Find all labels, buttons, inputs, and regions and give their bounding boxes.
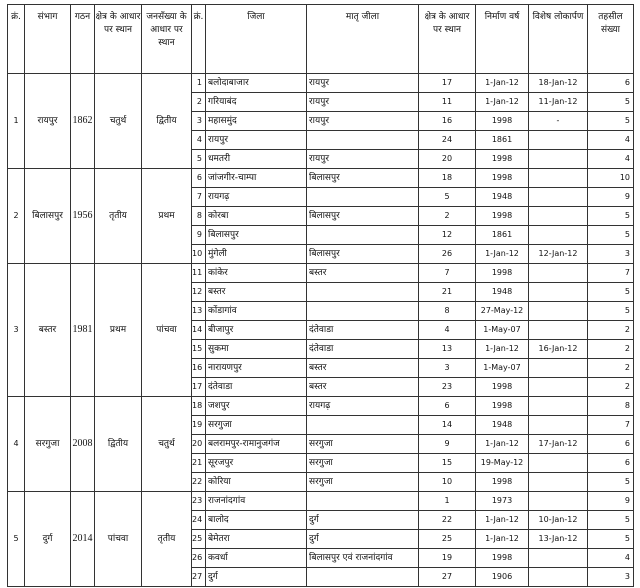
district-parent (307, 283, 419, 302)
district-name: महासमुंद (206, 112, 307, 131)
district-number: 11 (192, 264, 206, 283)
table-body (8, 74, 634, 587)
district-formed: 1998 (476, 112, 529, 131)
district-tehsil: 4 (588, 150, 634, 169)
district-tehsil: 5 (588, 511, 634, 530)
district-name: बस्तर (206, 283, 307, 302)
district-area-rank: 5 (419, 188, 476, 207)
district-name: दंतेवाडा (206, 378, 307, 397)
district-area-rank: 6 (419, 397, 476, 416)
district-formed: 1-Jan-12 (476, 74, 529, 93)
district-number: 10 (192, 245, 206, 264)
district-formed: 1973 (476, 492, 529, 511)
district-formed: 1-Jan-12 (476, 245, 529, 264)
district-name: रायपुर (206, 131, 307, 150)
division-pop-rank: तृतीय (142, 492, 192, 587)
district-area-rank: 9 (419, 435, 476, 454)
header-kr2: क्रं. (192, 5, 206, 74)
header-row (8, 5, 634, 74)
district-formed: 1-Jan-12 (476, 340, 529, 359)
district-area-rank: 20 (419, 150, 476, 169)
district-parent: रायपुर (307, 112, 419, 131)
district-parent: सरगुजा (307, 454, 419, 473)
division-area-rank: प्रथम (95, 264, 142, 397)
district-name: रायगढ़ (206, 188, 307, 207)
district-name: कोंडागांव (206, 302, 307, 321)
district-formed: 1998 (476, 378, 529, 397)
district-parent: बिलासपुर (307, 169, 419, 188)
district-parent (307, 226, 419, 245)
division-area-rank: तृतीय (95, 169, 142, 264)
district-parent: रायपुर (307, 74, 419, 93)
district-number: 26 (192, 549, 206, 568)
district-special: 13-Jan-12 (529, 530, 588, 549)
district-special: 18-Jan-12 (529, 74, 588, 93)
district-name: कवर्धा (206, 549, 307, 568)
district-special (529, 454, 588, 473)
district-number: 8 (192, 207, 206, 226)
district-parent: बिलासपुर (307, 207, 419, 226)
district-area-rank: 10 (419, 473, 476, 492)
district-special (529, 150, 588, 169)
table-row (8, 74, 634, 93)
district-number: 25 (192, 530, 206, 549)
district-special (529, 188, 588, 207)
districts-table (7, 4, 634, 587)
district-number: 18 (192, 397, 206, 416)
district-area-rank: 7 (419, 264, 476, 283)
district-number: 27 (192, 568, 206, 587)
district-tehsil: 2 (588, 359, 634, 378)
district-tehsil: 8 (588, 397, 634, 416)
district-formed: 1998 (476, 207, 529, 226)
district-special: 10-Jan-12 (529, 511, 588, 530)
district-parent: सरगुजा (307, 435, 419, 454)
district-name: नारायणपुर (206, 359, 307, 378)
header-matru-jila: मातृ जीला (307, 5, 419, 74)
district-number: 23 (192, 492, 206, 511)
district-area-rank: 3 (419, 359, 476, 378)
header-nirman-varsh: निर्माण वर्ष (476, 5, 529, 74)
district-name: मुंगेली (206, 245, 307, 264)
district-name: कोरिया (206, 473, 307, 492)
division-year: 1981 (71, 264, 95, 397)
district-name: कांकेर (206, 264, 307, 283)
district-area-rank: 19 (419, 549, 476, 568)
district-name: बलोदाबाजार (206, 74, 307, 93)
district-formed: 1948 (476, 283, 529, 302)
district-special: 17-Jan-12 (529, 435, 588, 454)
district-tehsil: 5 (588, 473, 634, 492)
district-tehsil: 5 (588, 283, 634, 302)
district-formed: 1998 (476, 150, 529, 169)
district-tehsil: 6 (588, 435, 634, 454)
division-name: रायपुर (25, 74, 71, 169)
district-number: 20 (192, 435, 206, 454)
district-special (529, 568, 588, 587)
district-tehsil: 7 (588, 264, 634, 283)
district-number: 2 (192, 93, 206, 112)
district-number: 13 (192, 302, 206, 321)
district-formed: 1-May-07 (476, 321, 529, 340)
district-number: 5 (192, 150, 206, 169)
district-tehsil: 2 (588, 321, 634, 340)
district-parent (307, 188, 419, 207)
district-area-rank: 23 (419, 378, 476, 397)
district-special (529, 359, 588, 378)
header-kshetra-aadhar: क्षेत्र के आधार पर स्थान (419, 5, 476, 74)
district-parent (307, 492, 419, 511)
district-parent (307, 416, 419, 435)
district-tehsil: 5 (588, 112, 634, 131)
district-area-rank: 17 (419, 74, 476, 93)
district-special (529, 226, 588, 245)
district-formed: 1998 (476, 549, 529, 568)
district-formed: 1861 (476, 131, 529, 150)
district-formed: 1-Jan-12 (476, 511, 529, 530)
district-tehsil: 5 (588, 302, 634, 321)
district-name: धमतरी (206, 150, 307, 169)
district-formed: 19-May-12 (476, 454, 529, 473)
district-area-rank: 26 (419, 245, 476, 264)
header-kshetra-sthan: क्षेत्र के आधार पर स्थान (95, 5, 142, 74)
division-name: बिलासपुर (25, 169, 71, 264)
division-pop-rank: द्वितीय (142, 74, 192, 169)
district-name: दुर्ग (206, 568, 307, 587)
district-formed: 1948 (476, 188, 529, 207)
district-tehsil: 7 (588, 416, 634, 435)
header-tehsil: तहसील संख्या (588, 5, 634, 74)
district-tehsil: 6 (588, 454, 634, 473)
district-name: जशपुर (206, 397, 307, 416)
division-number: 4 (8, 397, 25, 492)
district-formed: 1861 (476, 226, 529, 245)
district-number: 19 (192, 416, 206, 435)
district-parent: रायपुर (307, 93, 419, 112)
table-row (8, 264, 634, 283)
district-area-rank: 4 (419, 321, 476, 340)
district-formed: 1-Jan-12 (476, 93, 529, 112)
district-special (529, 207, 588, 226)
header-vishesh: विशेष लोकार्पण (529, 5, 588, 74)
district-formed: 27-May-12 (476, 302, 529, 321)
division-pop-rank: प्रथम (142, 169, 192, 264)
district-area-rank: 25 (419, 530, 476, 549)
district-parent: रायगढ़ (307, 397, 419, 416)
district-area-rank: 13 (419, 340, 476, 359)
district-parent: दुर्ग (307, 511, 419, 530)
division-year: 1862 (71, 74, 95, 169)
district-number: 9 (192, 226, 206, 245)
district-parent: दंतेवाडा (307, 321, 419, 340)
district-parent: दंतेवाडा (307, 340, 419, 359)
district-tehsil: 5 (588, 226, 634, 245)
district-formed: 1998 (476, 397, 529, 416)
district-number: 3 (192, 112, 206, 131)
district-special (529, 131, 588, 150)
division-area-rank: द्वितीय (95, 397, 142, 492)
district-special (529, 492, 588, 511)
header-sambhag: संभाग (25, 5, 71, 74)
district-parent: दुर्ग (307, 530, 419, 549)
district-tehsil: 2 (588, 340, 634, 359)
district-parent: बस्तर (307, 264, 419, 283)
district-area-rank: 1 (419, 492, 476, 511)
district-number: 1 (192, 74, 206, 93)
district-tehsil: 5 (588, 207, 634, 226)
division-area-rank: पांचवा (95, 492, 142, 587)
table-row (8, 492, 634, 511)
district-area-rank: 21 (419, 283, 476, 302)
district-parent (307, 131, 419, 150)
district-parent: बस्तर (307, 378, 419, 397)
district-tehsil: 9 (588, 188, 634, 207)
district-name: बलरामपुर-रामानुजगंज (206, 435, 307, 454)
district-tehsil: 2 (588, 378, 634, 397)
district-special (529, 397, 588, 416)
district-number: 7 (192, 188, 206, 207)
header-kr: क्रं. (8, 5, 25, 74)
division-pop-rank: पांचवा (142, 264, 192, 397)
district-formed: 1906 (476, 568, 529, 587)
table-row (8, 169, 634, 188)
district-area-rank: 24 (419, 131, 476, 150)
district-formed: 1-Jan-12 (476, 435, 529, 454)
district-parent: बिलासपुर एवं राजनांदगांव (307, 549, 419, 568)
district-number: 15 (192, 340, 206, 359)
district-formed: 1998 (476, 169, 529, 188)
header-jila: जिला (206, 5, 307, 74)
district-special (529, 473, 588, 492)
district-special (529, 549, 588, 568)
district-special (529, 283, 588, 302)
district-number: 24 (192, 511, 206, 530)
division-number: 5 (8, 492, 25, 587)
district-name: कोरबा (206, 207, 307, 226)
district-special: 12-Jan-12 (529, 245, 588, 264)
district-area-rank: 16 (419, 112, 476, 131)
district-parent (307, 302, 419, 321)
district-special (529, 302, 588, 321)
district-number: 16 (192, 359, 206, 378)
district-parent: बस्तर (307, 359, 419, 378)
district-formed: 1998 (476, 473, 529, 492)
division-pop-rank: चतुर्थ (142, 397, 192, 492)
district-name: बेमेतरा (206, 530, 307, 549)
district-special: 16-Jan-12 (529, 340, 588, 359)
division-name: दुर्ग (25, 492, 71, 587)
district-area-rank: 14 (419, 416, 476, 435)
district-special (529, 321, 588, 340)
district-special (529, 378, 588, 397)
division-area-rank: चतुर्थ (95, 74, 142, 169)
district-parent: बिलासपुर (307, 245, 419, 264)
division-name: बस्तर (25, 264, 71, 397)
division-number: 3 (8, 264, 25, 397)
district-name: सुकमा (206, 340, 307, 359)
district-name: गरियाबंद (206, 93, 307, 112)
district-parent: सरगुजा (307, 473, 419, 492)
district-name: राजनांदगांव (206, 492, 307, 511)
district-special: - (529, 112, 588, 131)
division-year: 2014 (71, 492, 95, 587)
district-tehsil: 5 (588, 93, 634, 112)
district-name: सूरजपुर (206, 454, 307, 473)
district-name: बालोद (206, 511, 307, 530)
district-tehsil: 6 (588, 74, 634, 93)
district-special (529, 264, 588, 283)
district-tehsil: 4 (588, 131, 634, 150)
district-number: 22 (192, 473, 206, 492)
district-name: सरगुजा (206, 416, 307, 435)
district-number: 4 (192, 131, 206, 150)
district-tehsil: 5 (588, 530, 634, 549)
district-number: 17 (192, 378, 206, 397)
district-formed: 1-Jan-12 (476, 530, 529, 549)
division-name: सरगुजा (25, 397, 71, 492)
district-name: जांजगीर-चाम्पा (206, 169, 307, 188)
district-area-rank: 8 (419, 302, 476, 321)
district-area-rank: 2 (419, 207, 476, 226)
division-year: 2008 (71, 397, 95, 492)
header-jansankhya-sthan: जनसँख्या के आधार पर स्थान (142, 5, 192, 74)
district-area-rank: 11 (419, 93, 476, 112)
district-parent: रायपुर (307, 150, 419, 169)
district-formed: 1998 (476, 264, 529, 283)
header-gathan: गठन (71, 5, 95, 74)
district-area-rank: 15 (419, 454, 476, 473)
district-area-rank: 18 (419, 169, 476, 188)
district-number: 6 (192, 169, 206, 188)
district-area-rank: 12 (419, 226, 476, 245)
district-tehsil: 4 (588, 549, 634, 568)
district-tehsil: 3 (588, 568, 634, 587)
district-formed: 1948 (476, 416, 529, 435)
division-number: 1 (8, 74, 25, 169)
district-name: बिलासपुर (206, 226, 307, 245)
district-special: 11-Jan-12 (529, 93, 588, 112)
district-area-rank: 22 (419, 511, 476, 530)
district-special (529, 416, 588, 435)
division-year: 1956 (71, 169, 95, 264)
district-area-rank: 27 (419, 568, 476, 587)
district-number: 14 (192, 321, 206, 340)
district-number: 12 (192, 283, 206, 302)
district-special (529, 169, 588, 188)
district-tehsil: 9 (588, 492, 634, 511)
district-formed: 1-May-07 (476, 359, 529, 378)
district-number: 21 (192, 454, 206, 473)
division-number: 2 (8, 169, 25, 264)
district-tehsil: 10 (588, 169, 634, 188)
table-row (8, 397, 634, 416)
district-name: बीजापुर (206, 321, 307, 340)
district-tehsil: 3 (588, 245, 634, 264)
district-parent (307, 568, 419, 587)
